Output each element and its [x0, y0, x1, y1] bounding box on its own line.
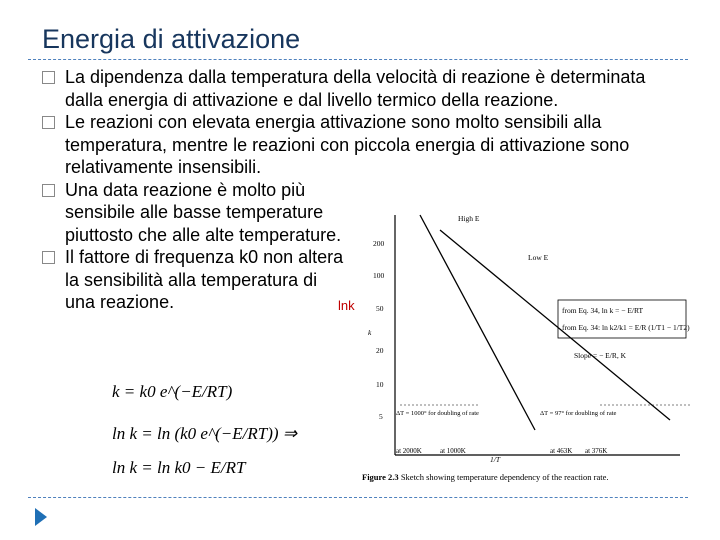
y-tick: 100 [373, 271, 385, 280]
y-tick: 5 [379, 412, 383, 421]
formula-2: ln k = ln (k0 e^(−E/RT)) ⇒ [112, 424, 298, 443]
bullet-item: La dipendenza dalla temperatura della velocità di reazione è determinata dalla energia di attivazione e dal livello termico della reazione. [42, 66, 665, 111]
low-e-label: Low E [528, 253, 549, 262]
footer-divider [28, 497, 688, 498]
x-label: at 1000K [440, 447, 466, 455]
bullet-box-icon [42, 184, 55, 197]
annot-slope: Slope = − E/R, K [574, 351, 627, 360]
annot-eq34b: from Eq. 34: ln k2/k1 = E/R (1/T1 − 1/T2) [562, 323, 690, 332]
lnk-label: lnk [338, 298, 355, 313]
x-label: at 2000K [396, 447, 422, 455]
formula-1: k = k0 e^(−E/RT) [112, 382, 233, 401]
x-label: at 376K [585, 447, 608, 455]
dt-left: ΔT = 1000° for doubling of rate [396, 410, 479, 417]
high-e-line [420, 215, 535, 430]
figure-caption: Figure 2.3 Sketch showing temperature dependency of the reaction rate. [362, 472, 609, 482]
y-axis-label: k [368, 328, 372, 337]
high-e-label: High E [458, 214, 480, 223]
dt-right: ΔT = 97° for doubling of rate [540, 410, 617, 417]
y-tick-labels [373, 239, 385, 421]
bullet-box-icon [42, 71, 55, 84]
y-tick: 20 [376, 346, 384, 355]
slide-title: Energia di attivazione [42, 24, 301, 54]
y-tick: 10 [376, 380, 384, 389]
y-tick: 200 [373, 239, 385, 248]
annot-eq34a: from Eq. 34, ln k = − E/RT [562, 306, 644, 315]
y-tick: 50 [376, 304, 384, 313]
x-axis-label: 1/T [490, 455, 501, 464]
bullet-box-icon [42, 116, 55, 129]
bullet-item: Le reazioni con elevata energia attivazione sono molto sensibili alla temperatura, mentre le reazioni con piccola energia di attivazione sono relativamente insensibili. [42, 111, 705, 179]
bullet-box-icon [42, 251, 55, 264]
x-label: at 463K [550, 447, 573, 455]
bullet-item: Il fattore di frequenza k0 non altera la sensibilità alla temperatura di una reazione. [42, 246, 345, 314]
formula-3: ln k = ln k0 − E/RT [112, 458, 246, 477]
bullet-item: Una data reazione è molto più sensibile alle basse temperature piuttosto che alle alte temperature. [42, 179, 365, 247]
next-arrow-icon[interactable] [35, 508, 47, 526]
title-divider [28, 59, 688, 60]
arrhenius-figure [360, 210, 690, 490]
